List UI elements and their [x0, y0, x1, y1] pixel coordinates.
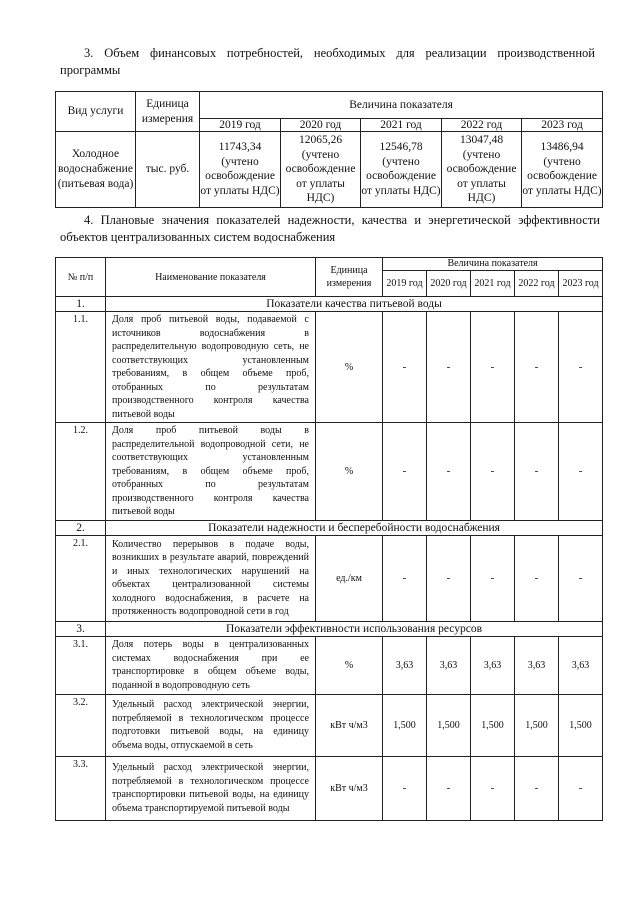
row-num: 1.1. — [56, 312, 106, 423]
value-cell: - — [471, 535, 515, 621]
col-unit-header: Единица измерения — [136, 92, 200, 132]
col-value-header: Величина показателя — [200, 92, 603, 119]
value-cell: 3,63 — [383, 636, 427, 694]
value-cell: - — [515, 423, 559, 521]
col-num-header: № п/п — [56, 258, 106, 297]
value-cell: - — [515, 756, 559, 820]
value-cell: 12546,78 (учтено освобождение от уплаты НДС) — [361, 132, 442, 208]
year-header: 2020 год — [281, 119, 361, 132]
value-cell: 3,63 — [559, 636, 603, 694]
indicator-name: Удельный расход электрической энергии, потребляемой в технологическом процессе транспортировки питьевой воды, на единицу объема транспортируемой питьевой воды — [106, 756, 316, 820]
value-cell: - — [383, 535, 427, 621]
value-cell: 13486,94 (учтено освобождение от уплаты НДС) — [522, 132, 603, 208]
year-header: 2019 год — [383, 271, 427, 297]
row-num: 3.2. — [56, 694, 106, 756]
value-cell: - — [383, 312, 427, 423]
col-value-header: Величина показателя — [383, 258, 603, 271]
year-header: 2020 год — [427, 271, 471, 297]
section4-heading: 4. Плановые значения показателей надежности, качества и энергетической эффективности объектов централизованных систем водоснабжения — [60, 213, 600, 244]
year-header: 2021 год — [361, 119, 442, 132]
value-cell: 3,63 — [515, 636, 559, 694]
indicator-name: Количество перерывов в подаче воды, возникших в результате аварий, повреждений и иных технологических нарушений на объектах централизованной системы холодного водоснабжения, в расчете на протяженность водопроводной сети в год — [106, 535, 316, 621]
value-cell: - — [559, 535, 603, 621]
unit-cell: кВт ч/м3 — [316, 694, 383, 756]
year-header: 2023 год — [559, 271, 603, 297]
row-num: 2.1. — [56, 535, 106, 621]
value-cell: - — [383, 423, 427, 521]
value-cell: - — [515, 535, 559, 621]
col-unit-header: Единица измерения — [316, 258, 383, 297]
value-cell: - — [471, 312, 515, 423]
unit-cell: кВт ч/м3 — [316, 756, 383, 820]
group-num: 2. — [56, 520, 106, 535]
col-name-header: Наименование показателя — [106, 258, 316, 297]
year-header: 2019 год — [200, 119, 281, 132]
group-title: Показатели надежности и бесперебойности водоснабжения — [106, 520, 603, 535]
value-cell: 1,500 — [471, 694, 515, 756]
unit-cell: % — [316, 423, 383, 521]
unit-cell: % — [316, 312, 383, 423]
year-header: 2021 год — [471, 271, 515, 297]
year-header: 2022 год — [442, 119, 522, 132]
value-cell: 12065,26 (учтено освобождение от уплаты НДС) — [281, 132, 361, 208]
value-cell: - — [427, 535, 471, 621]
group-num: 3. — [56, 621, 106, 636]
value-cell: 13047,48 (учтено освобождение от уплаты НДС) — [442, 132, 522, 208]
indicator-name: Удельный расход электрической энергии, потребляемой в технологическом процессе подготовки питьевой воды, на единицу объема воды, отпускаемой в сеть — [106, 694, 316, 756]
indicator-name: Доля проб питьевой воды в распределительной водопроводной сети, не соответствующих установленным требованиям, в общем объеме проб, отобранных по результатам производственного контроля качества питьевой воды — [106, 423, 316, 521]
value-cell: 3,63 — [427, 636, 471, 694]
value-cell: - — [515, 312, 559, 423]
row-num: 3.1. — [56, 636, 106, 694]
row-num: 3.3. — [56, 756, 106, 820]
indicators-table — [55, 257, 603, 821]
year-header: 2023 год — [522, 119, 603, 132]
value-cell: 1,500 — [515, 694, 559, 756]
group-num: 1. — [56, 297, 106, 312]
value-cell: - — [559, 312, 603, 423]
value-cell: - — [383, 756, 427, 820]
group-title: Показатели эффективности использования ресурсов — [106, 621, 603, 636]
value-cell: 1,500 — [559, 694, 603, 756]
value-cell: 3,63 — [471, 636, 515, 694]
financial-needs-table — [55, 91, 603, 208]
value-cell: - — [471, 423, 515, 521]
value-cell: 1,500 — [427, 694, 471, 756]
value-cell: 11743,34 (учтено освобождение от уплаты НДС) — [200, 132, 281, 208]
unit-cell: % — [316, 636, 383, 694]
value-cell: - — [471, 756, 515, 820]
unit-cell: тыс. руб. — [136, 132, 200, 208]
indicator-name: Доля проб питьевой воды, подаваемой с источников водоснабжения в распределительную водопроводную сеть, не соответствующих установленным требованиям, в общем объеме проб, отобранных по результатам производственного контроля качества питьевой воды — [106, 312, 316, 423]
unit-cell: ед./км — [316, 535, 383, 621]
value-cell: 1,500 — [383, 694, 427, 756]
group-title: Показатели качества питьевой воды — [106, 297, 603, 312]
year-header: 2022 год — [515, 271, 559, 297]
service-cell: Холодное водоснабжение (питьевая вода) — [56, 132, 136, 208]
value-cell: - — [427, 312, 471, 423]
value-cell: - — [427, 756, 471, 820]
value-cell: - — [559, 423, 603, 521]
row-num: 1.2. — [56, 423, 106, 521]
indicator-name: Доля потерь воды в централизованных системах водоснабжения при ее транспортировке в общем объеме воды, поданной в водопроводную сеть — [106, 636, 316, 694]
col-service-header: Вид услуги — [56, 92, 136, 132]
value-cell: - — [559, 756, 603, 820]
value-cell: - — [427, 423, 471, 521]
section3-heading: 3. Объем финансовых потребностей, необходимых для реализации производственной программы — [60, 46, 595, 77]
